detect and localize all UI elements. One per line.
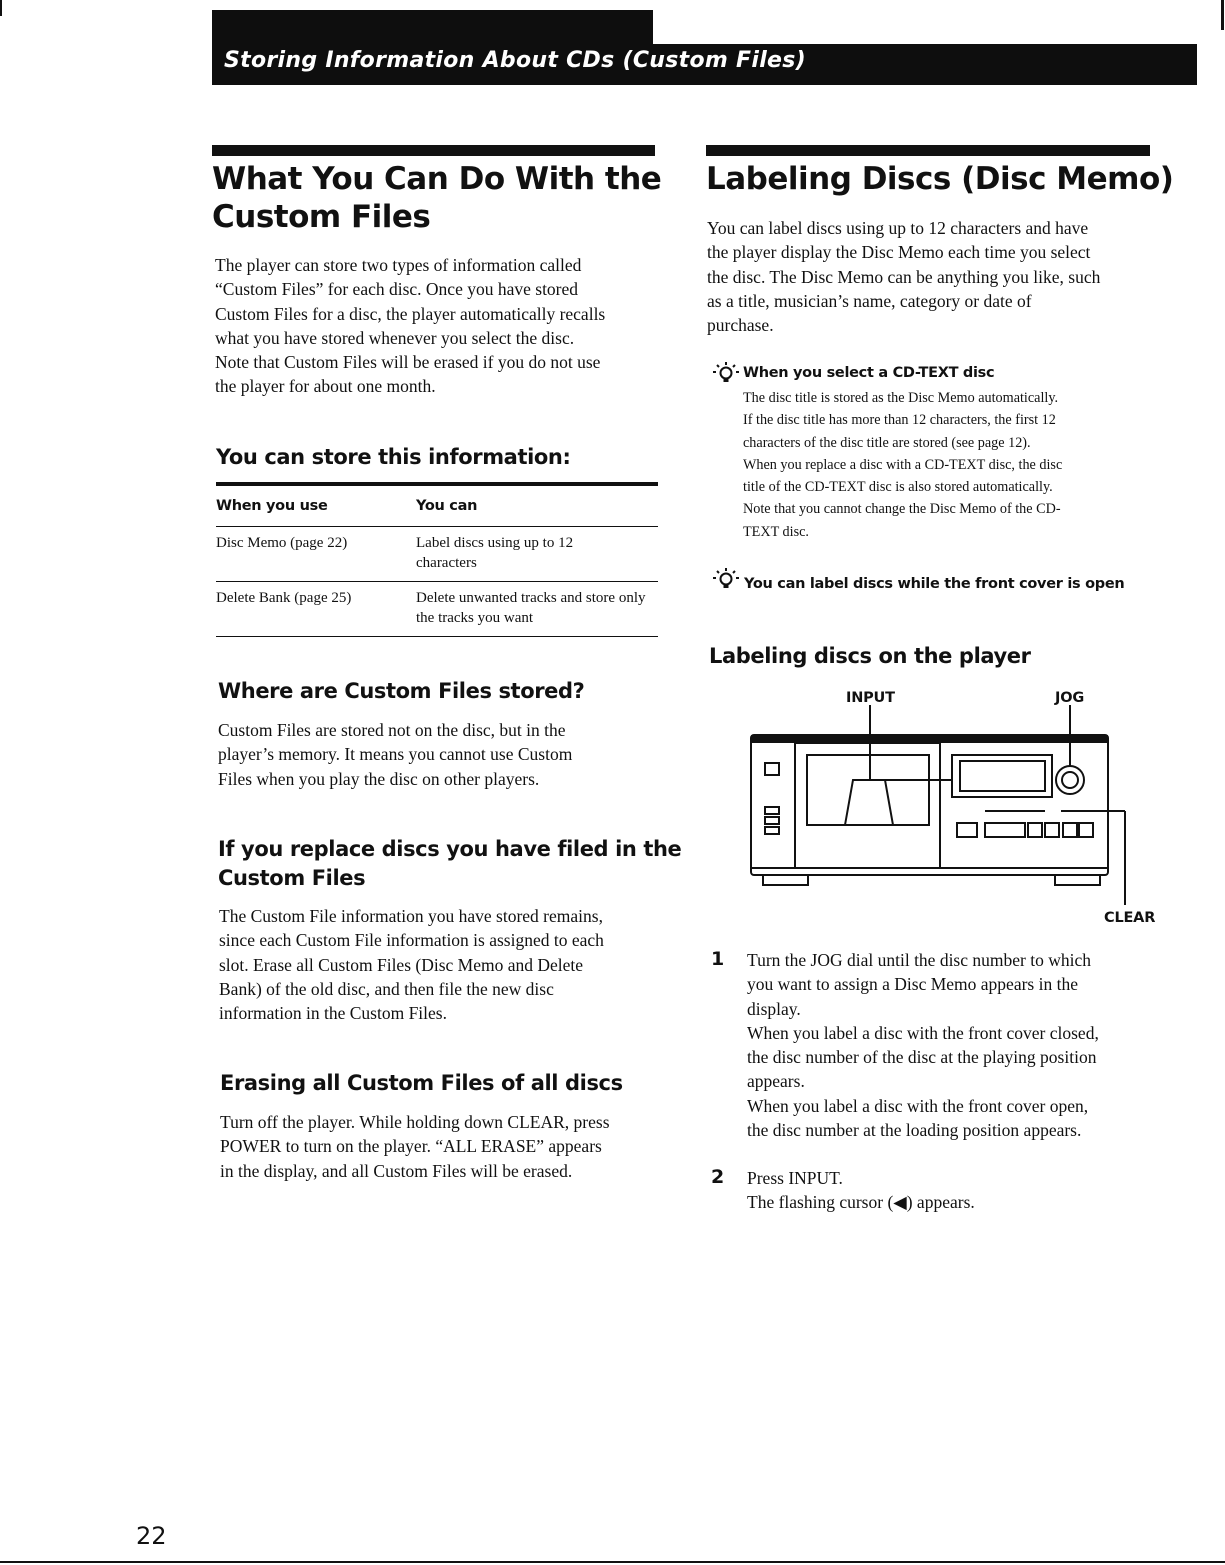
edge-mark [0,0,2,16]
text-line: If the disc title has more than 12 characters, the first 12 [743,412,1056,429]
text-line: in the display, and all Custom Files will be erased. [220,1160,573,1181]
text-line: since each Custom File information is assigned to each [219,930,604,951]
table-cell: Delete Bank (page 25) [216,590,352,606]
where-stored-heading: Where are Custom Files stored? [218,679,585,703]
table-cell: Delete unwanted tracks and store only the tracks you want [416,590,646,626]
text-line: information in the Custom Files. [219,1003,447,1024]
page-number: 22 [136,1522,167,1550]
text-line: The Custom File information you have stored remains, [219,906,603,926]
table-cell: Label discs using up to 12 characters [416,535,574,571]
col-header-when: When you use [216,498,328,514]
table-rule [216,636,658,637]
tip-cd-text-body [743,387,1153,543]
text-line: you want to assign a Disc Memo appears in the [747,974,1078,995]
text-line: Note that you cannot change the Disc Memo of the CD- [743,501,1061,518]
text-line: When you label a disc with the front cover open, [747,1095,1089,1116]
text-line: characters of the disc title are stored (see page 12). [743,434,1031,451]
table-cell: Disc Memo (page 22) [216,535,348,551]
text-line: You can label discs using up to 12 characters and have [707,218,1089,238]
table-row [216,527,658,581]
store-info-heading: You can store this information: [216,445,571,469]
text-line: title of the CD-TEXT disc is also stored automatically. [743,479,1053,496]
text-line: When you label a disc with the front cover closed, [747,1022,1099,1043]
text-line: Note that Custom Files will be erased if you do not use [215,352,601,373]
text-line: what you have stored whenever you select the disc. [215,327,575,348]
lightbulb-icon [711,361,741,389]
heading-what-you-can-do [212,160,661,236]
text-line: Bank) of the old disc, and then file the new disc [219,978,554,999]
diagram-label-clear: CLEAR [1104,910,1156,926]
cd-player-diagram [745,705,1135,910]
text-line: Custom Files are stored not on the disc, but in the [218,720,566,740]
text-line: The disc title is stored as the Disc Memo automatically. [743,390,1059,406]
erasing-paragraph [220,1110,665,1183]
step-2-number: 2 [711,1166,725,1188]
tip-cd-text-title: When you select a CD-TEXT disc [743,365,995,381]
replace-discs-heading [218,835,681,893]
text-line: The player can store two types of information called [215,255,582,275]
heading-labeling-discs: Labeling Discs (Disc Memo) [706,161,1174,197]
text-line: slot. Erase all Custom Files (Disc Memo and Delete [219,954,584,975]
heading-line: Custom Files [218,866,366,890]
edge-mark [1221,0,1224,30]
text-line: “Custom Files” for each disc. Once you have stored [215,279,579,300]
header-top-block [212,10,653,46]
text-line: Custom Files for a disc, the player automatically recalls [215,303,606,324]
diagram-label-input: INPUT [846,690,895,706]
tip-front-cover-title: You can label discs while the front cover is open [744,576,1125,592]
header-title: Storing Information About CDs (Custom Files) [224,48,807,73]
heading-line: Custom Files [212,199,431,235]
heading-line: If you replace discs you have filed in the [218,837,682,861]
replace-discs-paragraph [219,904,664,1025]
text-line: display. [747,998,801,1019]
text-line: When you replace a disc with a CD-TEXT disc, the disc [743,456,1063,473]
text-line: the player for about one month. [215,376,436,397]
lightbulb-icon [711,566,741,596]
labeling-on-player-heading: Labeling discs on the player [709,644,1031,668]
text-line: Press INPUT. [747,1168,843,1188]
diagram-label-jog: JOG [1055,690,1085,706]
section-rule [706,145,1150,156]
col-header-you-can: You can [416,498,478,514]
text-line: purchase. [707,315,774,336]
where-stored-paragraph [218,718,663,791]
labeling-intro-paragraph [707,216,1157,337]
text-line: Files when you play the disc on other players. [218,768,540,789]
text-line: the player display the Disc Memo each time you select [707,242,1091,263]
intro-paragraph [215,253,660,399]
custom-files-table [216,482,658,637]
table-header-row [216,486,658,526]
text-line: the disc. The Disc Memo can be anything you like, such [707,266,1101,287]
step-2-text [747,1166,1157,1215]
text-line: TEXT disc. [743,523,809,540]
section-rule [212,145,655,156]
step-1-text [747,948,1157,1142]
text-line: POWER to turn on the player. “ALL ERASE” appears [220,1136,602,1157]
heading-line: What You Can Do With the [212,161,662,197]
text-line: the disc number of the disc at the playing position [747,1047,1097,1068]
text-line: the disc number at the loading position appears. [747,1120,1082,1141]
text-line: The flashing cursor (◀) appears. [747,1192,975,1213]
table-row [216,582,658,636]
text-line: appears. [747,1071,805,1092]
bottom-edge-line [0,1561,1225,1563]
erasing-heading: Erasing all Custom Files of all discs [220,1071,623,1095]
text-line: Turn off the player. While holding down CLEAR, press [220,1112,610,1132]
text-line: as a title, musician’s name, category or date of [707,290,1032,311]
text-line: player’s memory. It means you cannot use Custom [218,744,573,765]
step-1-number: 1 [711,948,725,970]
text-line: Turn the JOG dial until the disc number to which [747,950,1091,970]
